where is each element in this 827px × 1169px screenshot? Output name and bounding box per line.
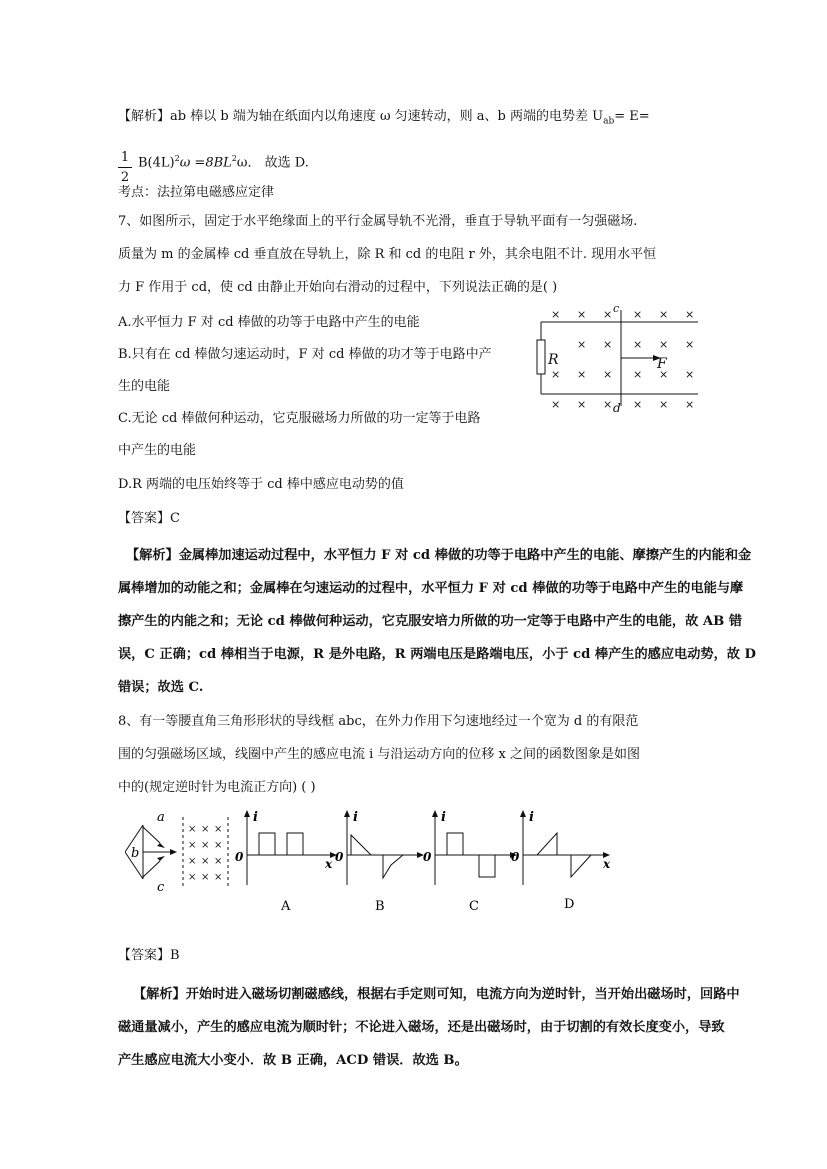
field-mark: × <box>188 856 197 867</box>
field-mark: × <box>659 338 669 351</box>
q7-stem-line: 7、如图所示，固定于水平绝缘面上的平行金属导轨不光滑，垂直于导轨平面有一匀强磁场. <box>118 214 638 229</box>
q8-stem-line: 中的(规定逆时针为电流正方向) ( ) <box>118 780 316 795</box>
field-mark: × <box>201 872 210 883</box>
field-mark: × <box>685 368 695 381</box>
q8-analysis-line: 【解析】开始时进入磁场切割磁感线，根据右手定则可知，电流方向为逆时针，当开始出磁场时，回路中 <box>133 987 740 1002</box>
field-mark: × <box>214 824 223 835</box>
q7-option-c: C.无论 cd 棒做何种运动，它克服磁场力所做的功一定等于电路 <box>118 411 481 426</box>
vertex-b-label: b <box>131 846 140 861</box>
q6-fraction: 1 2 <box>118 150 132 185</box>
origin-label: 0 <box>235 850 244 864</box>
point-d-label: d <box>613 401 621 414</box>
field-mark: × <box>603 308 613 321</box>
field-mark: × <box>659 398 669 411</box>
resistor-label: R <box>548 352 559 368</box>
field-mark: × <box>577 308 587 321</box>
point-c-label: c <box>613 302 620 315</box>
q7-answer: 【答案】C <box>118 511 180 526</box>
axis-i-label: i <box>253 810 258 825</box>
field-mark: × <box>633 338 643 351</box>
field-mark: × <box>577 338 587 351</box>
q7-analysis-line: 擦产生的内能之和；无论 cd 棒做何种运动，它克服安培力所做的功一定等于电路中产生的电能，故 AB 错 <box>118 614 743 629</box>
q8-figure <box>125 805 625 915</box>
field-mark: × <box>551 308 561 321</box>
origin-label: 0 <box>511 850 520 864</box>
force-label: F <box>657 356 667 372</box>
field-mark: × <box>551 368 561 381</box>
axis-x-label: x <box>603 857 611 871</box>
q7-analysis-line: 属棒增加的动能之和；金属棒在匀速运动的过程中，水平恒力 F 对 cd 棒做的功等于电路中产生的电能与摩 <box>118 581 744 596</box>
axis-i-label: i <box>529 810 534 825</box>
field-mark: × <box>201 824 210 835</box>
q7-option-a: A.水平恒力 F 对 cd 棒做的功等于电路中产生的电能 <box>118 315 420 330</box>
graph-b-label: B <box>375 899 385 914</box>
field-mark: × <box>603 368 613 381</box>
field-mark: × <box>659 368 669 381</box>
q7-option-c-cont: 中产生的电能 <box>118 443 197 458</box>
graph-a-label: A <box>281 899 291 914</box>
q8-stem-line: 围的匀强磁场区域，线圈中产生的感应电流 i 与沿运动方向的位移 x 之间的函数图象是如图 <box>118 747 641 762</box>
field-mark: × <box>201 856 210 867</box>
field-mark: × <box>633 398 643 411</box>
graph-d <box>511 810 611 912</box>
field-mark: × <box>214 840 223 851</box>
vertex-c-label: c <box>157 880 165 895</box>
q8-answer: 【答案】B <box>118 948 180 963</box>
q8-analysis-line: 磁通量减小，产生的感应电流为顺时针；不论进入磁场，还是出磁场时，由于切割的有效长度变小，导致 <box>118 1020 725 1035</box>
field-mark: × <box>201 840 210 851</box>
field-mark: × <box>214 872 223 883</box>
q7-analysis-line: 【解析】金属棒加速运动过程中，水平恒力 F 对 cd 棒做的功等于电路中产生的电能、摩擦产生的内能和金 <box>126 548 752 563</box>
field-mark: × <box>633 368 643 381</box>
q6-analysis-tag: 【解析】 <box>118 109 171 124</box>
vertex-a-label: a <box>157 810 165 825</box>
field-mark: × <box>577 398 587 411</box>
field-mark: × <box>685 398 695 411</box>
field-mark: × <box>551 398 561 411</box>
field-mark: × <box>685 338 695 351</box>
q7-analysis-line: 误，C 正确；cd 棒相当于电源，R 是外电路，R 两端电压是路端电压，小于 cd 棒产生的感应电动势，故 D <box>118 647 756 662</box>
q7-stem-line: 力 F 作用于 cd，使 cd 由静止开始向右滑动的过程中，下列说法正确的是( ) <box>118 280 558 295</box>
field-mark: × <box>188 824 197 835</box>
q6-analysis-line1: 【解析】ab 棒以 b 端为轴在纸面内以角速度 ω 匀速转动，则 a、b 两端的电势差 $U_{ab}= E=$ <box>118 109 650 127</box>
q7-analysis-line: 错误；故选 C. <box>118 680 204 695</box>
q7-stem-line: 质量为 m 的金属棒 cd 垂直放在导轨上，除 R 和 cd 的电阻 r 外，其余电阻不计. 现用水平恒 <box>118 247 657 262</box>
axis-i-label: i <box>353 810 358 825</box>
graph-c-label: C <box>469 899 479 914</box>
q6-kaodian: 考点：法拉第电磁感应定律 <box>118 185 275 200</box>
q7-option-b: B.只有在 cd 棒做匀速运动时，F 对 cd 棒做的功才等于电路中产 <box>118 347 492 362</box>
graph-c <box>423 810 517 914</box>
field-mark: × <box>659 308 669 321</box>
axis-i-label: i <box>441 810 446 825</box>
field-mark: × <box>188 840 197 851</box>
graph-b <box>335 810 424 914</box>
field-mark: × <box>214 856 223 867</box>
q6-analysis-formula: $B(4L)^2\omega =8BL^2\omega$． 故选 D. <box>138 154 309 171</box>
axis-x-label: x <box>325 857 333 871</box>
q8-analysis-line: 产生感应电流大小变小．故 B 正确，ACD 错误．故选 B。 <box>118 1053 468 1068</box>
field-mark: × <box>633 308 643 321</box>
q7-option-d: D.R 两端的电压始终等于 cd 棒中感应电动势的值 <box>118 477 404 492</box>
origin-label: 0 <box>335 850 344 864</box>
field-mark: × <box>188 872 197 883</box>
field-mark: × <box>603 338 613 351</box>
q7-option-b-cont: 生的电能 <box>118 379 171 394</box>
q7-circuit-figure <box>533 302 703 414</box>
field-mark: × <box>577 368 587 381</box>
q8-stem-line: 8、有一等腰直角三角形形状的导线框 abc，在外力作用下匀速地经过一个宽为 d 的有限范 <box>118 714 639 729</box>
origin-label: 0 <box>423 850 432 864</box>
graph-d-label: D <box>564 897 575 912</box>
field-mark: × <box>685 308 695 321</box>
graph-a <box>235 810 337 914</box>
field-mark: × <box>603 398 613 411</box>
